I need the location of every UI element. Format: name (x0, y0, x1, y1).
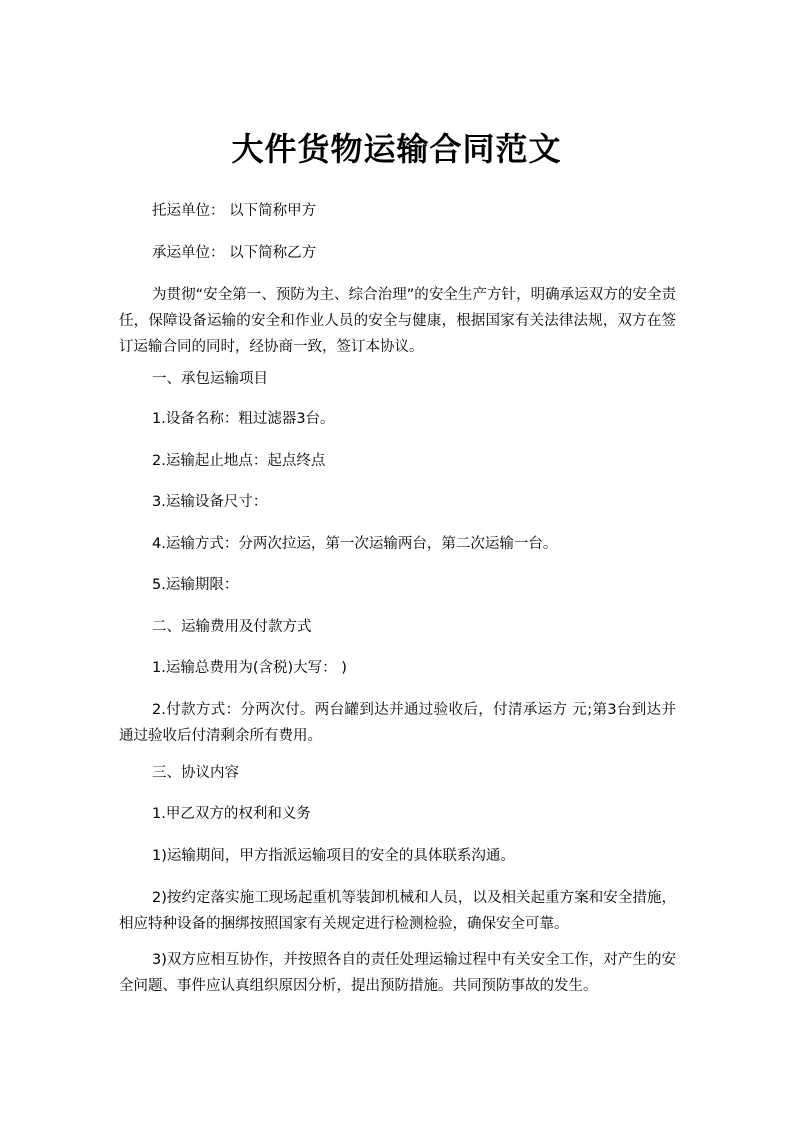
clause-2: 2)按约定落实施工现场起重机等装卸机械和人员，以及相关起重方案和安全措施，相应特种设备的捆绑按照国家有关规定进行检测检验，确保安全可靠。 (119, 890, 676, 932)
item-payment-method: 2.付款方式：分两次付。两台罐到达并通过验收后，付清承运方 元;第3台到达并通过验收后付清剩余所有费用。 (119, 702, 676, 744)
item-rights-obligations: 1.甲乙双方的权利和义务 (152, 806, 311, 822)
item-transport-method: 4.运输方式：分两次拉运，第一次运输两台，第二次运输一台。 (152, 536, 558, 552)
intro-paragraph: 为贯彻“安全第一、预防为主、综合治理”的安全生产方针，明确承运双方的安全责任，保障设备运输的安全和作业人员的安全与健康，根据国家有关法律法规，双方在签订运输合同的同时，经协商一致，签订本协议。 (119, 287, 676, 355)
item-transport-route: 2.运输起止地点：起点终点 (152, 453, 326, 469)
section-heading-3: 三、协议内容 (152, 765, 239, 781)
document-title: 大件货物运输合同范文 (231, 130, 562, 168)
clause-1: 1)运输期间，甲方指派运输项目的安全的具体联系沟通。 (152, 848, 515, 864)
section-heading-2: 二、运输费用及付款方式 (152, 619, 312, 635)
clause-3: 3)双方应相互协作，并按照各自的责任处理运输过程中有关安全工作，对产生的安全问题、事件应认真组织原因分析，提出预防措施。共同预防事故的发生。 (119, 952, 676, 994)
section-heading-1: 一、承包运输项目 (152, 371, 268, 387)
shipper-line: 托运单位： 以下简称甲方 (152, 203, 317, 219)
item-equipment-name: 1.设备名称：粗过滤器3台。 (152, 411, 335, 427)
item-transport-period: 5.运输期限： (152, 577, 239, 593)
item-total-fee: 1.运输总费用为(含税)大写： ) (152, 660, 347, 676)
carrier-line: 承运单位： 以下简称乙方 (152, 245, 317, 261)
item-equipment-size: 3.运输设备尺寸： (152, 494, 268, 510)
